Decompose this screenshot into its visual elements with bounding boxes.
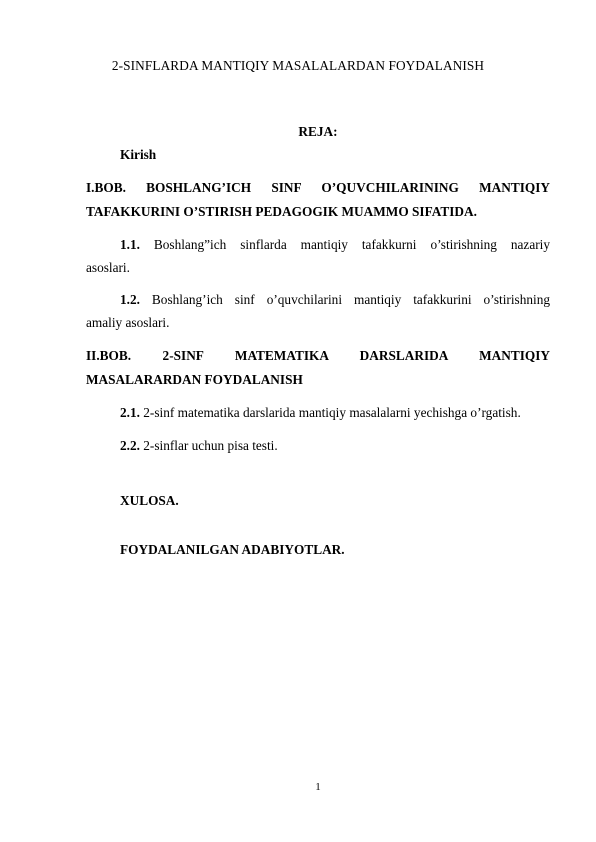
section-1-1-text: Boshlang”ich sinflarda mantiqiy tafakkurni o’stirishning nazariy	[153, 237, 550, 252]
chapter-2-heading-line-1: II.BOB. 2-SINF MATEMATIKA DARSLARIDA MANTIQIY	[86, 348, 550, 363]
references-item: FOYDALANILGAN ADABIYOTLAR.	[120, 542, 345, 557]
plan-heading: REJA:	[298, 124, 338, 139]
section-1-1-number: 1.1.	[120, 237, 140, 252]
section-1-2-number: 1.2.	[120, 292, 140, 307]
section-2-2-number: 2.2.	[120, 438, 140, 453]
section-1-1-line-1	[120, 235, 550, 255]
chapter-2-heading-line-2: MASALARARDAN FOYDALANISH	[86, 372, 303, 387]
chapter-1-heading-line-1: I.BOB. BOSHLANG’ICH SINF O’QUVCHILARINING MANTIQIY	[86, 180, 550, 195]
page-number: 1	[315, 781, 321, 793]
section-2-1-number: 2.1.	[120, 405, 140, 420]
document-title: 2-SINFLARDA MANTIQIY MASALALARDAN FOYDALANISH	[111, 58, 485, 73]
chapter-1-heading-line-2: TAFAKKURINI O’STIRISH PEDAGOGIK MUAMMO SIFATIDA.	[86, 204, 477, 219]
section-2-2	[120, 436, 550, 456]
section-1-2-line-1	[120, 290, 550, 310]
intro-item: Kirish	[120, 147, 157, 162]
section-1-2-line-2: amaliy asoslari.	[86, 315, 170, 330]
section-1-2-text: Boshlang’ich sinf o’quvchilarini mantiqiy tafakkurini o’stirishning	[151, 292, 550, 307]
conclusion-item: XULOSA.	[120, 493, 179, 508]
section-1-1-line-2: asoslari.	[86, 260, 130, 275]
section-2-2-text: 2-sinflar uchun pisa testi.	[143, 438, 278, 453]
section-2-1-text: 2-sinf matematika darslarida mantiqiy masalalarni yechishga o’rgatish.	[143, 405, 521, 420]
section-2-1	[120, 403, 550, 423]
